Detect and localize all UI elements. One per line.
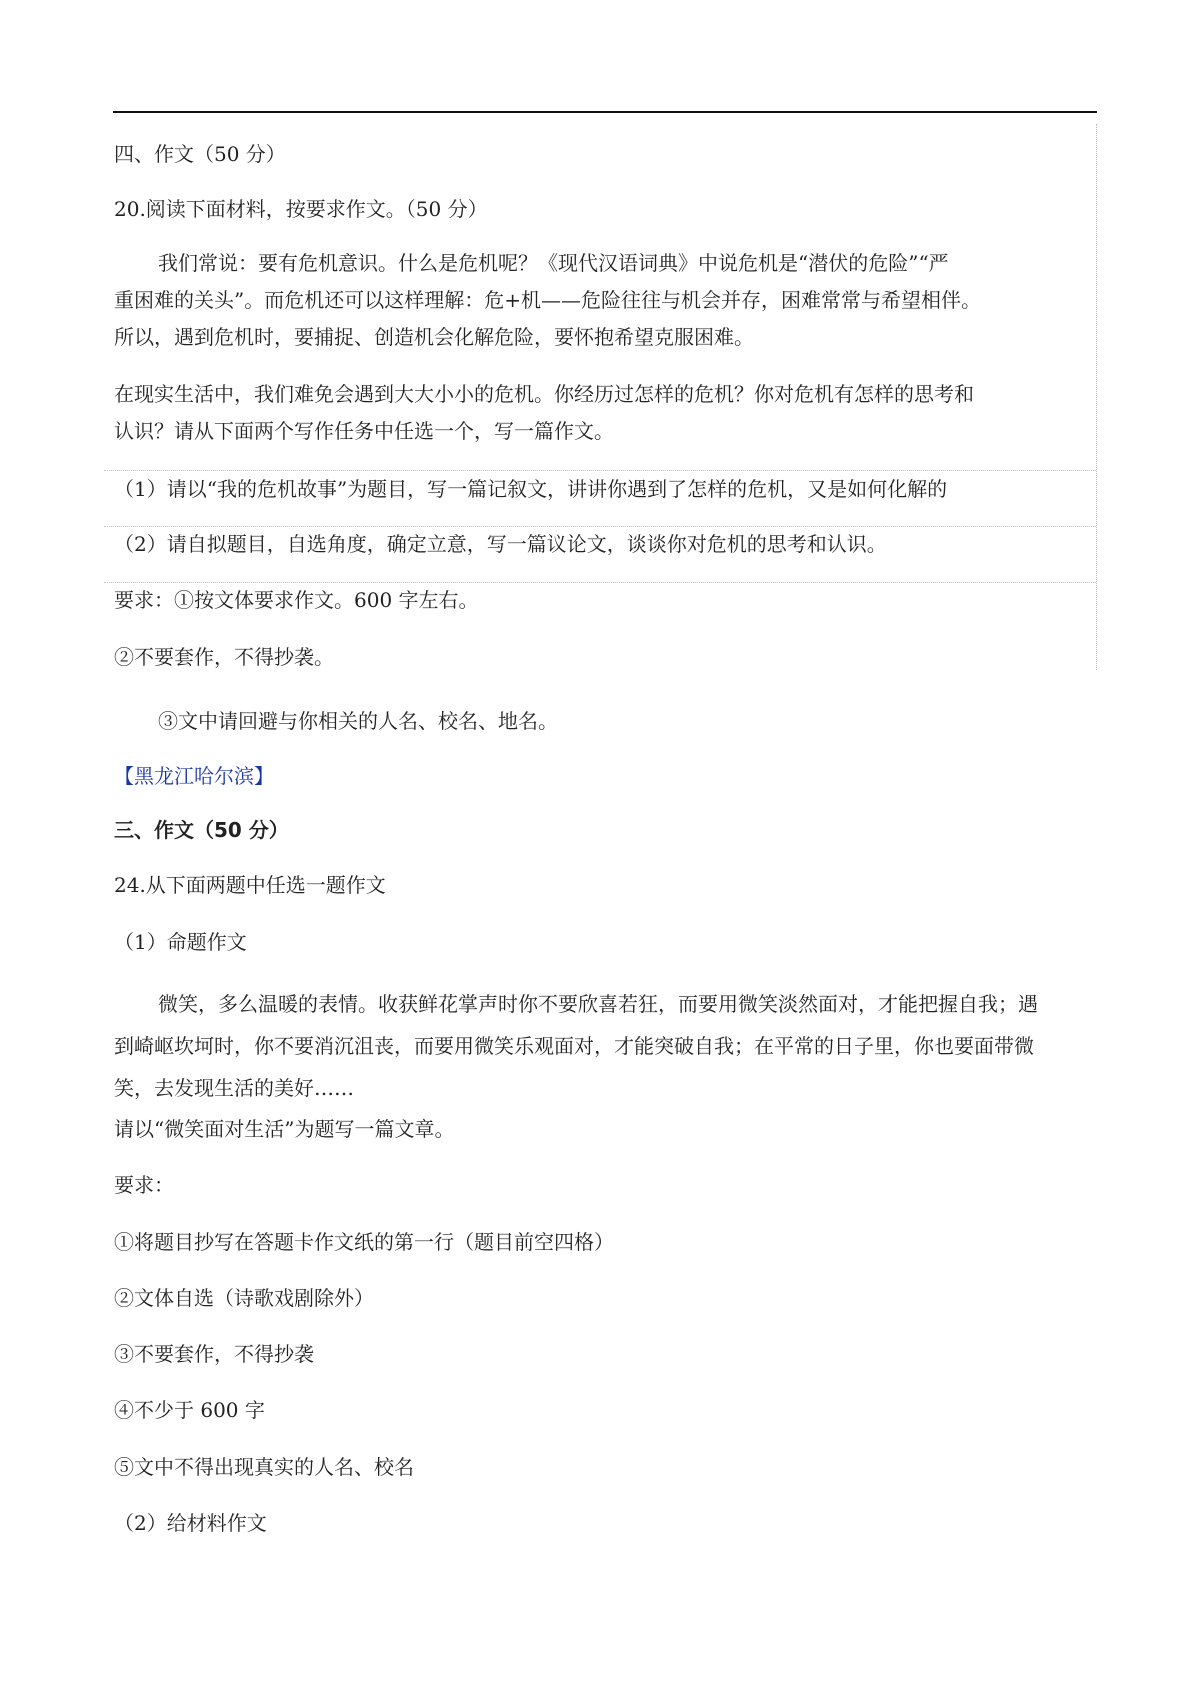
material-line: 笑，去发现生活的美好…… xyxy=(114,1076,354,1100)
section-three-heading: 三、作文（50 分） xyxy=(114,818,289,842)
requirements-label: 要求： xyxy=(114,1173,174,1197)
question-20: 20.阅读下面材料，按要求作文。（50 分） xyxy=(114,197,488,221)
dotted-separator xyxy=(104,526,1096,527)
prompt-paragraph xyxy=(114,376,1100,450)
option-2-label: （2）给材料作文 xyxy=(114,1511,267,1535)
writing-task-2: （2）请自拟题目，自选角度，确定立意，写一篇议论文，谈谈你对危机的思考和认识。 xyxy=(114,532,887,556)
section-four-heading: 四、作文（50 分） xyxy=(114,142,286,166)
writing-task-1: （1）请以“我的危机故事”为题目，写一篇记叙文，讲讲你遇到了怎样的危机，又是如何化解的 xyxy=(114,477,948,501)
material-line: 所以，遇到危机时，要捕捉、创造机会化解危险，要怀抱希望克服困难。 xyxy=(114,325,754,349)
material-paragraph xyxy=(114,245,1100,356)
option-1-label: （1）命题作文 xyxy=(114,930,247,954)
material-line: 到崎岖坎坷时，你不要消沉沮丧，而要用微笑乐观面对，才能突破自我；在平常的日子里，你也要面带微 xyxy=(114,1034,1034,1058)
prompt-line: 认识？请从下面两个写作任务中任选一个，写一篇作文。 xyxy=(114,419,614,443)
title-instruction: 请以“微笑面对生活”为题写一篇文章。 xyxy=(114,1117,455,1141)
dotted-separator xyxy=(104,582,1096,583)
requirement-2: ②不要套作，不得抄袭。 xyxy=(114,645,334,669)
requirement-1: 要求：①按文体要求作文。600 字左右。 xyxy=(114,588,479,612)
prompt-line: 在现实生活中，我们难免会遇到大大小小的危机。你经历过怎样的危机？你对危机有怎样的思考和 xyxy=(114,382,974,406)
header-rule xyxy=(113,111,1097,113)
material-line: 我们常说：要有危机意识。什么是危机呢？《现代汉语词典》中说危机是“潜伏的危险”“严 xyxy=(158,251,949,275)
requirement-3: ③文中请回避与你相关的人名、校名、地名。 xyxy=(158,709,558,733)
requirement-item: ②文体自选（诗歌戏剧除外） xyxy=(114,1286,374,1310)
requirement-item: ④不少于 600 字 xyxy=(114,1398,265,1422)
dotted-separator xyxy=(104,470,1096,471)
region-tag: 【黑龙江哈尔滨】 xyxy=(114,764,274,788)
requirement-item: ①将题目抄写在答题卡作文纸的第一行（题目前空四格） xyxy=(114,1230,614,1254)
material-line: 重困难的关头”。而危机还可以这样理解：危+机——危险往往与机会并存，困难常常与希望相伴。 xyxy=(114,288,981,312)
material-line: 微笑，多么温暖的表情。收获鲜花掌声时你不要欣喜若狂，而要用微笑淡然面对，才能把握自我；遇 xyxy=(158,992,1038,1016)
question-24: 24.从下面两题中任选一题作文 xyxy=(114,873,386,897)
requirement-item: ⑤文中不得出现真实的人名、校名 xyxy=(114,1455,414,1479)
smile-material-paragraph xyxy=(114,983,1100,1109)
requirement-item: ③不要套作，不得抄袭 xyxy=(114,1342,314,1366)
